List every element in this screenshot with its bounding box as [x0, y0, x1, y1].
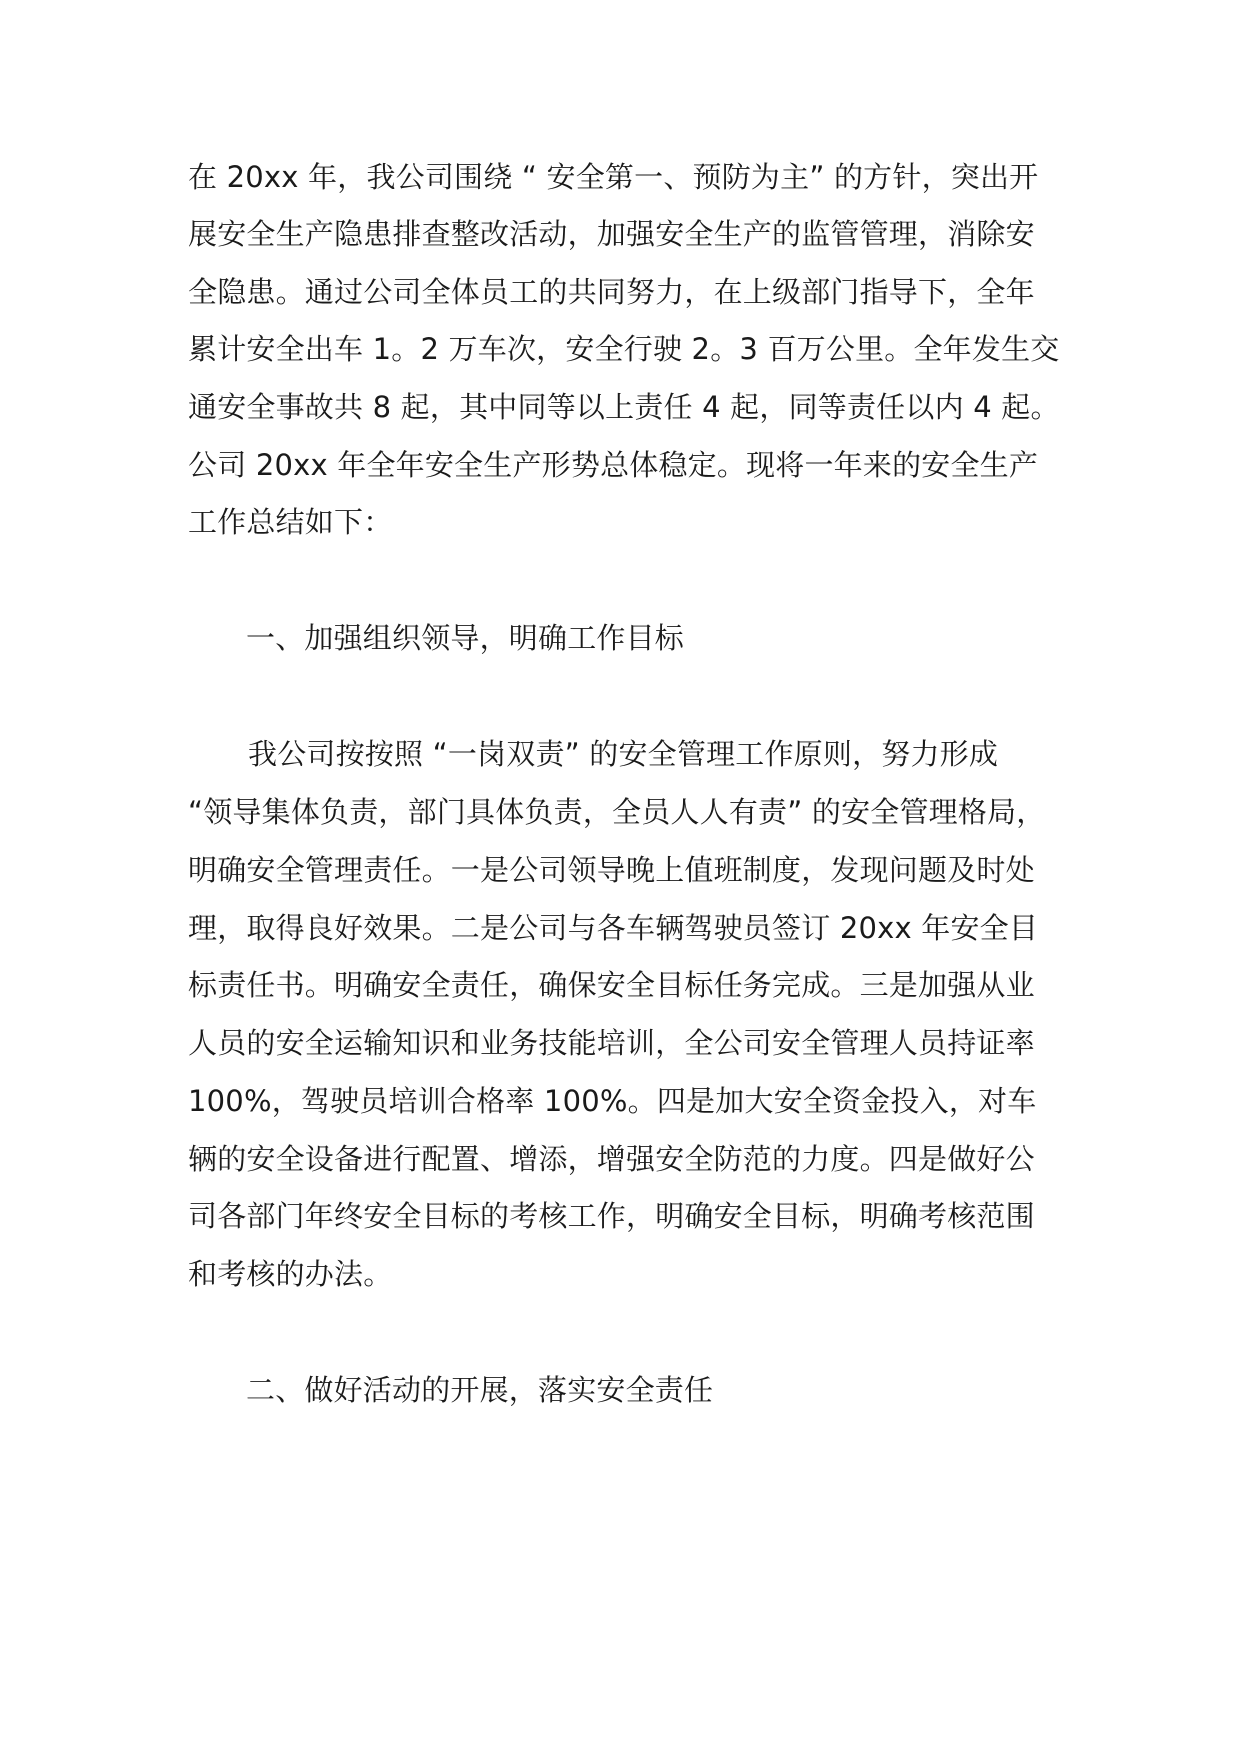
paragraph-1-line-5: 通安全事故共 8 起，其中同等以上责任 4 起，同等责任以内 4 起。: [188, 390, 1060, 424]
paragraph-1-line-3: 全隐患。通过公司全体员工的共同努力，在上级部门指导下，全年: [188, 275, 1035, 309]
paragraph-2-line-4: 理，取得良好效果。二是公司与各车辆驾驶员签订 20xx 年安全目: [188, 911, 1039, 945]
paragraph-2-line-1: 我公司按按照 “一岗双责” 的安全管理工作原则，努力形成: [248, 737, 999, 771]
paragraph-2-line-9: 司各部门年终安全目标的考核工作，明确安全目标，明确考核范围: [188, 1199, 1035, 1233]
paragraph-2-line-3: 明确安全管理责任。一是公司领导晚上值班制度，发现问题及时处: [188, 853, 1035, 887]
paragraph-1-line-4: 累计安全出车 1。2 万车次，安全行驶 2。3 百万公里。全年发生交: [188, 332, 1060, 366]
paragraph-2-line-10: 和考核的办法。: [188, 1257, 393, 1291]
paragraph-1-line-7: 工作总结如下：: [188, 505, 393, 539]
paragraph-2-line-6: 人员的安全运输知识和业务技能培训，全公司安全管理人员持证率: [188, 1026, 1035, 1060]
section-heading-2: 二、做好活动的开展，落实安全责任: [246, 1373, 714, 1407]
paragraph-2-line-2: “领导集体负责，部门具体负责，全员人人有责” 的安全管理格局，: [188, 795, 1046, 829]
paragraph-1-line-1: 在 20xx 年，我公司围绕 “ 安全第一、预防为主” 的方针，突出开: [188, 160, 1039, 194]
paragraph-2-line-8: 辆的安全设备进行配置、增添，增强安全防范的力度。四是做好公: [188, 1142, 1035, 1176]
paragraph-2-line-7: 100%，驾驶员培训合格率 100%。四是加大安全资金投入，对车: [188, 1084, 1037, 1118]
paragraph-1-line-6: 公司 20xx 年全年安全生产形势总体稳定。现将一年来的安全生产: [188, 448, 1039, 482]
paragraph-1-line-2: 展安全生产隐患排查整改活动，加强安全生产的监管管理，消除安: [188, 217, 1035, 251]
section-heading-1: 一、加强组织领导，明确工作目标: [246, 621, 685, 655]
paragraph-2-line-5: 标责任书。明确安全责任，确保安全目标任务完成。三是加强从业: [188, 968, 1035, 1002]
